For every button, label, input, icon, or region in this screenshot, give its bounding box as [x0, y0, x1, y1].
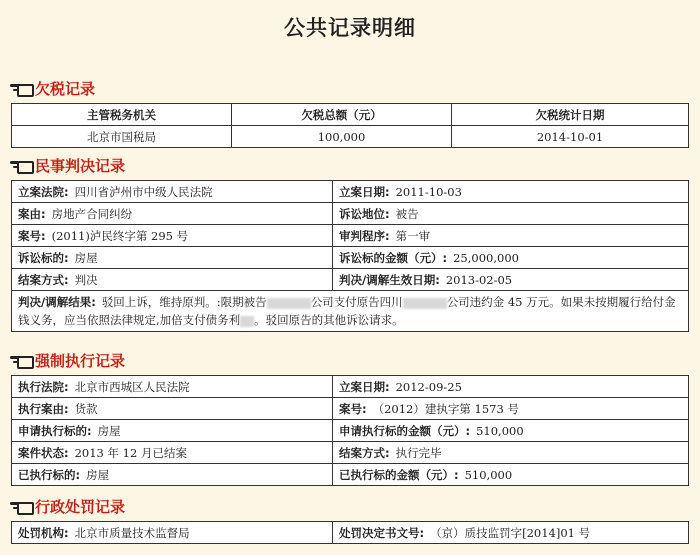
enforce-table [11, 375, 689, 486]
tax-amount: 100,000 [232, 126, 452, 148]
tax-header-date: 欠税统计日期 [452, 104, 689, 126]
redacted-text [240, 316, 254, 327]
judgment-result: 判决/调解结果: 驳回上诉，维持原判。:限期被告 公司支付原告四川 公司违约金 45 万元。如果未按期履行给付金钱义务，应当依照法律规定,加倍支付债务利 。驳回原告的其他诉讼请求。 [12, 291, 689, 332]
admin-section-header [10, 495, 125, 517]
table-row [12, 247, 689, 269]
enforce-field: 已执行标的: 房屋 [12, 464, 333, 486]
redacted-text [267, 298, 311, 309]
enforce-field: 申请执行标的: 房屋 [12, 420, 333, 442]
tax-date: 2014-10-01 [452, 126, 689, 148]
tax-table [11, 103, 689, 148]
table-row [12, 181, 689, 203]
enforce-field: 案件状态: 2013 年 12 月已结案 [12, 442, 333, 464]
pointing-hand-icon [10, 158, 32, 172]
civil-field: 立案日期: 2011-10-03 [333, 181, 689, 203]
tax-authority: 北京市国税局 [12, 126, 232, 148]
pointing-hand-icon [10, 81, 32, 95]
tax-header-authority: 主管税务机关 [12, 104, 232, 126]
table-row [12, 522, 689, 544]
tax-section-title: 欠税记录 [35, 79, 96, 98]
admin-field: 处罚决定书文号: （京）质技监罚字[2014]01 号 [333, 522, 689, 544]
civil-section-header [10, 154, 125, 176]
admin-field: 处罚机构: 北京市质量技术监督局 [12, 522, 333, 544]
table-row [12, 376, 689, 398]
page-title: 公共记录明细 [284, 16, 416, 40]
enforce-field: 结案方式: 执行完毕 [333, 442, 689, 464]
civil-field: 立案法院: 四川省泸州市中级人民法院 [12, 181, 333, 203]
enforce-field: 执行案由: 货款 [12, 398, 333, 420]
pointing-hand-icon [10, 499, 32, 513]
table-row [12, 398, 689, 420]
tax-header-amount: 欠税总额（元） [232, 104, 452, 126]
civil-table [11, 180, 689, 332]
civil-field: 案号: (2011)泸民终字第 295 号 [12, 225, 333, 247]
enforce-field: 立案日期: 2012-09-25 [333, 376, 689, 398]
enforce-field: 已执行标的金额（元）: 510,000 [333, 464, 689, 486]
civil-section-title: 民事判决记录 [35, 156, 126, 175]
civil-field: 诉讼标的金额（元）: 25,000,000 [333, 247, 689, 269]
admin-section-title: 行政处罚记录 [35, 497, 126, 516]
table-row [12, 126, 689, 148]
table-row [12, 291, 689, 332]
civil-field: 结案方式: 判决 [12, 269, 333, 291]
tax-section-header [10, 77, 95, 99]
enforce-section-title: 强制执行记录 [35, 351, 126, 370]
tax-header-row [12, 104, 689, 126]
civil-field: 审判程序: 第一审 [333, 225, 689, 247]
table-row [12, 442, 689, 464]
civil-field: 案由: 房地产合同纠纷 [12, 203, 333, 225]
enforce-field: 执行法院: 北京市西城区人民法院 [12, 376, 333, 398]
table-row [12, 225, 689, 247]
redacted-text [403, 298, 447, 309]
table-row [12, 203, 689, 225]
civil-field: 诉讼标的: 房屋 [12, 247, 333, 269]
enforce-section-header [10, 349, 125, 371]
table-row [12, 269, 689, 291]
pointing-hand-icon [10, 353, 32, 367]
enforce-field: 申请执行标的金额（元）: 510,000 [333, 420, 689, 442]
table-row [12, 464, 689, 486]
enforce-field: 案号: （2012）建执字第 1573 号 [333, 398, 689, 420]
civil-field: 判决/调解生效日期: 2013-02-05 [333, 269, 689, 291]
table-row [12, 420, 689, 442]
admin-table [11, 521, 689, 544]
civil-field: 诉讼地位: 被告 [333, 203, 689, 225]
